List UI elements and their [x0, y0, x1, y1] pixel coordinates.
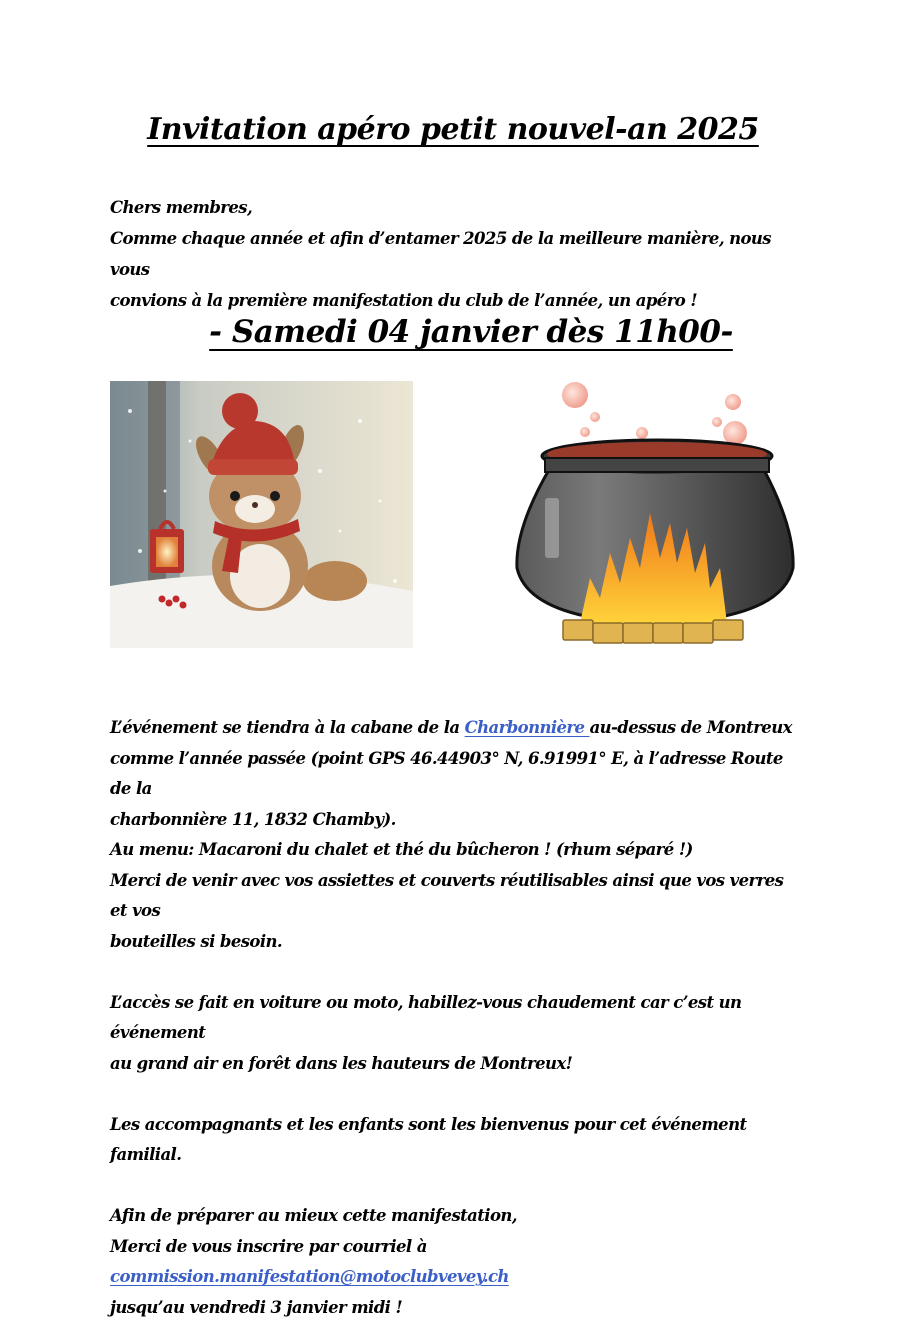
- bring-line: Merci de venir avec vos assiettes et couverts réutilisables ainsi que vos verres et vos: [110, 866, 800, 927]
- greeting: Chers membres,: [110, 192, 800, 223]
- document-title: Invitation apéro petit nouvel-an 2025: [0, 112, 906, 147]
- event-details: [110, 713, 800, 1323]
- event-date-heading: - Samedi 04 janvier dès 11h00-: [0, 314, 906, 350]
- register-line: [110, 1232, 800, 1293]
- intro-line: Comme chaque année et afin d’entamer 2025 de la meilleure manière, nous vous: [110, 223, 800, 285]
- family-line: Les accompagnants et les enfants sont les bienvenus pour cet événement familial.: [110, 1110, 800, 1171]
- access-line: L’accès se fait en voiture ou moto, habillez-vous chaudement car c’est un événement: [110, 988, 800, 1049]
- paragraph-spacer: [110, 1171, 800, 1202]
- email-link[interactable]: commission.manifestation@motoclubvevey.ch: [110, 1267, 509, 1286]
- bring-line: bouteilles si besoin.: [110, 927, 800, 958]
- squirrel-illustration: [110, 381, 413, 648]
- location-line: comme l’année passée (point GPS 46.44903° N, 6.91991° E, à l’adresse Route de la: [110, 744, 800, 805]
- register-text: Merci de vous inscrire par courriel à: [110, 1237, 427, 1256]
- prepare-line: Afin de préparer au mieux cette manifestation,: [110, 1201, 800, 1232]
- location-line: [110, 713, 800, 744]
- intro-paragraph: [110, 192, 800, 316]
- location-text: L’événement se tiendra à la cabane de la: [110, 718, 465, 737]
- cauldron-illustration: [505, 378, 805, 650]
- charbonniere-link[interactable]: Charbonnière: [465, 718, 590, 737]
- paragraph-spacer: [110, 957, 800, 988]
- location-text: au-dessus de Montreux: [590, 718, 792, 737]
- paragraph-spacer: [110, 1079, 800, 1110]
- access-line: au grand air en forêt dans les hauteurs de Montreux!: [110, 1049, 800, 1080]
- intro-line: convions à la première manifestation du club de l’année, un apéro !: [110, 285, 800, 316]
- deadline-line: jusqu’au vendredi 3 janvier midi !: [110, 1293, 800, 1323]
- location-line: charbonnière 11, 1832 Chamby).: [110, 805, 800, 836]
- menu-line: Au menu: Macaroni du chalet et thé du bûcheron ! (rhum séparé !): [110, 835, 800, 866]
